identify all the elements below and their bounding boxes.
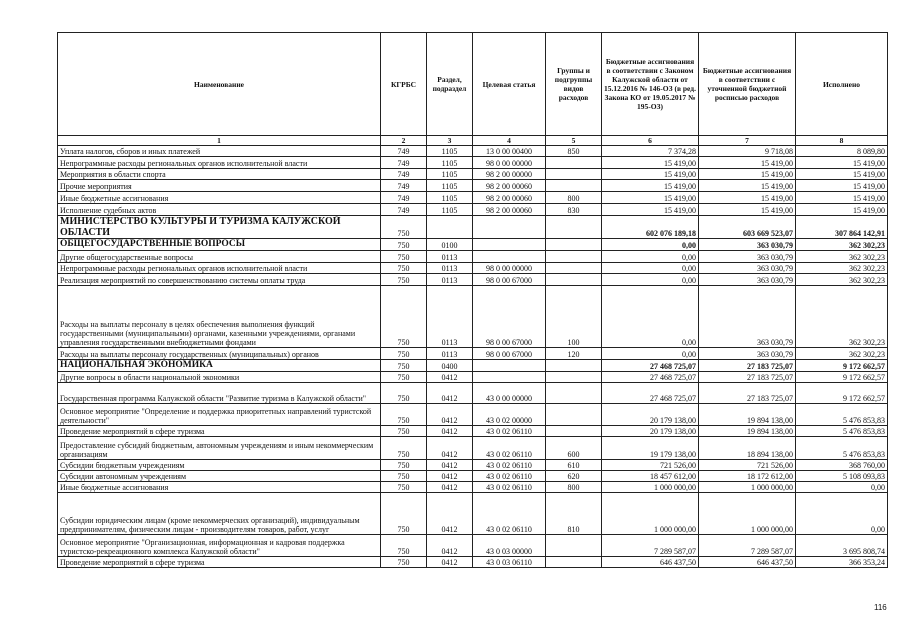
row-expense-group: 800	[546, 192, 602, 204]
row-executed: 9 172 662,57	[796, 372, 888, 383]
row-executed: 9 172 662,57	[796, 360, 888, 372]
row-name: Уплата налогов, сборов и иных платежей	[58, 146, 381, 157]
row-law-allocation: 721 526,00	[602, 460, 699, 471]
table-row	[58, 348, 888, 360]
row-target-article: 98 0 00 00000	[473, 263, 546, 274]
row-executed: 15 419,00	[796, 157, 888, 169]
row-budget-list-allocation: 603 669 523,07	[699, 216, 796, 239]
row-law-allocation: 20 179 138,00	[602, 404, 699, 426]
row-kgrbs: 750	[381, 251, 427, 263]
row-expense-group	[546, 274, 602, 286]
row-kgrbs: 750	[381, 493, 427, 535]
row-budget-list-allocation: 363 030,79	[699, 348, 796, 360]
row-law-allocation: 15 419,00	[602, 180, 699, 192]
row-name: Основное мероприятие "Организационная, информационная и кадровая поддержка туристско-рекреационного комплекса Калужской области"	[58, 535, 381, 557]
row-law-allocation: 27 468 725,07	[602, 383, 699, 404]
row-executed: 362 302,23	[796, 239, 888, 251]
row-kgrbs: 749	[381, 180, 427, 192]
row-budget-list-allocation: 15 419,00	[699, 204, 796, 216]
header-budget-list-allocations: Бюджетные ассигнования в соответствии с уточненной бюджетной росписью расходов	[699, 33, 796, 136]
table-row	[58, 263, 888, 274]
row-law-allocation: 1 000 000,00	[602, 493, 699, 535]
table-row	[58, 274, 888, 286]
row-budget-list-allocation: 721 526,00	[699, 460, 796, 471]
row-law-allocation: 0,00	[602, 348, 699, 360]
row-name: Субсидии автономным учреждениям	[58, 471, 381, 482]
header-expense-group: Группы и подгруппы видов расходов	[546, 33, 602, 136]
row-law-allocation: 15 419,00	[602, 169, 699, 180]
row-section: 0412	[427, 372, 473, 383]
row-expense-group: 120	[546, 348, 602, 360]
budget-table	[57, 32, 888, 568]
row-expense-group: 610	[546, 460, 602, 471]
row-target-article: 43 0 02 06110	[473, 426, 546, 437]
row-executed: 5 476 853,83	[796, 437, 888, 460]
row-expense-group	[546, 216, 602, 239]
table-row	[58, 192, 888, 204]
row-budget-list-allocation: 1 000 000,00	[699, 493, 796, 535]
row-executed: 368 760,00	[796, 460, 888, 471]
row-law-allocation: 18 457 612,00	[602, 471, 699, 482]
row-law-allocation: 0,00	[602, 274, 699, 286]
row-section: 0412	[427, 404, 473, 426]
row-name: Государственная программа Калужской области "Развитие туризма в Калужской области"	[58, 383, 381, 404]
row-kgrbs: 750	[381, 404, 427, 426]
row-kgrbs: 749	[381, 169, 427, 180]
table-row	[58, 204, 888, 216]
row-name: Предоставление субсидий бюджетным, автономным учреждениям и иным некоммерческим организациям	[58, 437, 381, 460]
row-name: Другие общегосударственные вопросы	[58, 251, 381, 263]
row-name: Прочие мероприятия	[58, 180, 381, 192]
row-executed: 15 419,00	[796, 192, 888, 204]
row-executed: 362 302,23	[796, 263, 888, 274]
row-executed: 5 108 093,83	[796, 471, 888, 482]
row-target-article: 98 2 00 00060	[473, 180, 546, 192]
row-name: Непрограммные расходы региональных органов исполнительной власти	[58, 263, 381, 274]
row-target-article: 98 0 00 67000	[473, 286, 546, 348]
row-executed: 9 172 662,57	[796, 383, 888, 404]
row-law-allocation: 646 437,50	[602, 557, 699, 568]
column-number: 4	[473, 136, 546, 146]
row-law-allocation: 7 289 587,07	[602, 535, 699, 557]
row-kgrbs: 750	[381, 460, 427, 471]
row-expense-group: 620	[546, 471, 602, 482]
row-kgrbs: 750	[381, 437, 427, 460]
row-expense-group	[546, 383, 602, 404]
row-expense-group	[546, 169, 602, 180]
row-kgrbs: 750	[381, 383, 427, 404]
table-row	[58, 251, 888, 263]
header-section: Раздел, подраздел	[427, 33, 473, 136]
row-law-allocation: 0,00	[602, 239, 699, 251]
row-name: Субсидии бюджетным учреждениям	[58, 460, 381, 471]
column-number: 6	[602, 136, 699, 146]
row-target-article: 43 0 02 06110	[473, 437, 546, 460]
row-section: 1105	[427, 180, 473, 192]
row-budget-list-allocation: 19 894 138,00	[699, 426, 796, 437]
row-section: 1105	[427, 169, 473, 180]
row-name: Мероприятия в области спорта	[58, 169, 381, 180]
row-target-article: 98 2 00 00060	[473, 204, 546, 216]
column-number: 1	[58, 136, 381, 146]
row-expense-group: 800	[546, 482, 602, 493]
row-name: Другие вопросы в области национальной экономики	[58, 372, 381, 383]
column-number: 3	[427, 136, 473, 146]
column-number: 8	[796, 136, 888, 146]
row-target-article: 13 0 00 00400	[473, 146, 546, 157]
row-kgrbs: 750	[381, 274, 427, 286]
row-law-allocation: 20 179 138,00	[602, 426, 699, 437]
row-kgrbs: 750	[381, 216, 427, 239]
table-row	[58, 437, 888, 460]
row-target-article: 98 2 00 00060	[473, 192, 546, 204]
row-budget-list-allocation: 27 183 725,07	[699, 360, 796, 372]
row-executed: 3 695 808,74	[796, 535, 888, 557]
row-executed: 307 864 142,91	[796, 216, 888, 239]
row-expense-group: 810	[546, 493, 602, 535]
row-kgrbs: 750	[381, 482, 427, 493]
table-row	[58, 239, 888, 251]
row-executed: 5 476 853,83	[796, 426, 888, 437]
row-section: 0412	[427, 482, 473, 493]
table-row	[58, 493, 888, 535]
row-name: Расходы на выплаты персоналу в целях обеспечения выполнения функций государственными (муниципальными) органами, казенными учреждениями, органами управления государственными внебюджетными фондами	[58, 286, 381, 348]
row-law-allocation: 602 076 189,18	[602, 216, 699, 239]
row-expense-group	[546, 360, 602, 372]
page-number: 116	[874, 603, 887, 612]
row-executed: 8 089,80	[796, 146, 888, 157]
row-kgrbs: 750	[381, 286, 427, 348]
row-budget-list-allocation: 363 030,79	[699, 274, 796, 286]
row-target-article: 98 0 00 00000	[473, 157, 546, 169]
table-row	[58, 535, 888, 557]
row-section: 0412	[427, 557, 473, 568]
row-expense-group	[546, 251, 602, 263]
row-expense-group: 850	[546, 146, 602, 157]
header-executed: Исполнено	[796, 33, 888, 136]
row-expense-group: 100	[546, 286, 602, 348]
row-law-allocation: 1 000 000,00	[602, 482, 699, 493]
row-executed: 362 302,23	[796, 348, 888, 360]
row-budget-list-allocation: 27 183 725,07	[699, 383, 796, 404]
row-section: 0113	[427, 263, 473, 274]
row-section: 0412	[427, 383, 473, 404]
row-section: 0412	[427, 493, 473, 535]
row-target-article: 43 0 02 00000	[473, 404, 546, 426]
row-executed: 362 302,23	[796, 251, 888, 263]
row-law-allocation: 27 468 725,07	[602, 372, 699, 383]
row-budget-list-allocation: 15 419,00	[699, 169, 796, 180]
table-row	[58, 383, 888, 404]
row-section: 1105	[427, 157, 473, 169]
column-number-row	[58, 136, 888, 146]
table-row	[58, 372, 888, 383]
table-row	[58, 426, 888, 437]
row-target-article: 43 0 02 06110	[473, 471, 546, 482]
row-section: 0113	[427, 251, 473, 263]
row-target-article	[473, 372, 546, 383]
table-row	[58, 169, 888, 180]
row-expense-group	[546, 157, 602, 169]
row-expense-group	[546, 263, 602, 274]
row-section: 0113	[427, 286, 473, 348]
row-expense-group: 830	[546, 204, 602, 216]
row-budget-list-allocation: 363 030,79	[699, 286, 796, 348]
column-number: 7	[699, 136, 796, 146]
table-row	[58, 557, 888, 568]
row-name: Проведение мероприятий в сфере туризма	[58, 426, 381, 437]
row-target-article: 43 0 03 06110	[473, 557, 546, 568]
row-kgrbs: 750	[381, 372, 427, 383]
row-executed: 15 419,00	[796, 204, 888, 216]
table-row	[58, 460, 888, 471]
row-budget-list-allocation: 27 183 725,07	[699, 372, 796, 383]
row-target-article	[473, 239, 546, 251]
row-law-allocation: 0,00	[602, 251, 699, 263]
table-row	[58, 482, 888, 493]
row-name: ОБЩЕГОСУДАРСТВЕННЫЕ ВОПРОСЫ	[58, 239, 381, 251]
row-executed: 15 419,00	[796, 169, 888, 180]
row-target-article: 43 0 00 00000	[473, 383, 546, 404]
row-name: Иные бюджетные ассигнования	[58, 192, 381, 204]
row-target-article	[473, 360, 546, 372]
row-section: 0412	[427, 460, 473, 471]
row-target-article: 98 0 00 67000	[473, 348, 546, 360]
row-section: 0412	[427, 471, 473, 482]
row-name: Непрограммные расходы региональных органов исполнительной власти	[58, 157, 381, 169]
row-executed: 5 476 853,83	[796, 404, 888, 426]
row-name: Расходы на выплаты персоналу государственных (муниципальных) органов	[58, 348, 381, 360]
row-expense-group	[546, 180, 602, 192]
row-expense-group	[546, 404, 602, 426]
row-kgrbs: 750	[381, 426, 427, 437]
row-executed: 15 419,00	[796, 180, 888, 192]
row-target-article: 43 0 02 06110	[473, 460, 546, 471]
row-target-article	[473, 251, 546, 263]
row-budget-list-allocation: 19 894 138,00	[699, 404, 796, 426]
row-expense-group	[546, 535, 602, 557]
row-kgrbs: 750	[381, 263, 427, 274]
header-row	[58, 33, 888, 136]
row-expense-group	[546, 239, 602, 251]
row-budget-list-allocation: 18 894 138,00	[699, 437, 796, 460]
row-law-allocation: 0,00	[602, 286, 699, 348]
row-executed: 366 353,24	[796, 557, 888, 568]
row-name: Иные бюджетные ассигнования	[58, 482, 381, 493]
row-name: Субсидии юридическим лицам (кроме некоммерческих организаций), индивидуальным предпринимателям, физическим лицам - производителям товаров, работ, услуг	[58, 493, 381, 535]
row-budget-list-allocation: 18 172 612,00	[699, 471, 796, 482]
row-kgrbs: 750	[381, 348, 427, 360]
row-budget-list-allocation: 9 718,08	[699, 146, 796, 157]
header-kgrbs: КГРБС	[381, 33, 427, 136]
row-target-article: 98 0 00 67000	[473, 274, 546, 286]
row-kgrbs: 750	[381, 535, 427, 557]
row-budget-list-allocation: 7 289 587,07	[699, 535, 796, 557]
row-target-article	[473, 216, 546, 239]
row-kgrbs: 750	[381, 239, 427, 251]
row-budget-list-allocation: 15 419,00	[699, 157, 796, 169]
column-number: 5	[546, 136, 602, 146]
row-target-article: 43 0 02 06110	[473, 493, 546, 535]
row-kgrbs: 750	[381, 360, 427, 372]
row-section: 0113	[427, 348, 473, 360]
header-law-allocations: Бюджетные ассигнования в соответствии с Законом Калужской области от 15.12.2016 № 146-ОЗ (в ред. Закона КО от 19.05.2017 № 195-ОЗ)	[602, 33, 699, 136]
row-expense-group: 600	[546, 437, 602, 460]
table-row	[58, 157, 888, 169]
row-section: 0100	[427, 239, 473, 251]
row-law-allocation: 7 374,28	[602, 146, 699, 157]
table-row	[58, 471, 888, 482]
row-section: 1105	[427, 146, 473, 157]
row-expense-group	[546, 372, 602, 383]
row-budget-list-allocation: 363 030,79	[699, 251, 796, 263]
row-name: НАЦИОНАЛЬНАЯ ЭКОНОМИКА	[58, 360, 381, 372]
row-target-article: 43 0 02 06110	[473, 482, 546, 493]
row-section: 0400	[427, 360, 473, 372]
row-kgrbs: 749	[381, 192, 427, 204]
table-row	[58, 286, 888, 348]
row-budget-list-allocation: 363 030,79	[699, 263, 796, 274]
row-budget-list-allocation: 15 419,00	[699, 192, 796, 204]
table-row	[58, 180, 888, 192]
row-executed: 362 302,23	[796, 286, 888, 348]
row-name: Реализация мероприятий по совершенствованию системы оплаты труда	[58, 274, 381, 286]
row-law-allocation: 27 468 725,07	[602, 360, 699, 372]
table-row	[58, 404, 888, 426]
row-section: 0412	[427, 426, 473, 437]
row-budget-list-allocation: 1 000 000,00	[699, 482, 796, 493]
row-kgrbs: 750	[381, 557, 427, 568]
row-kgrbs: 750	[381, 471, 427, 482]
table-row	[58, 216, 888, 239]
row-target-article: 43 0 03 00000	[473, 535, 546, 557]
row-budget-list-allocation: 363 030,79	[699, 239, 796, 251]
row-law-allocation: 0,00	[602, 263, 699, 274]
row-law-allocation: 15 419,00	[602, 204, 699, 216]
row-target-article: 98 2 00 00000	[473, 169, 546, 180]
row-expense-group	[546, 557, 602, 568]
row-executed: 0,00	[796, 493, 888, 535]
row-section: 0113	[427, 274, 473, 286]
row-section: 0412	[427, 535, 473, 557]
row-expense-group	[546, 426, 602, 437]
row-section: 0412	[427, 437, 473, 460]
row-section: 1105	[427, 192, 473, 204]
header-target-article: Целевая статья	[473, 33, 546, 136]
row-budget-list-allocation: 15 419,00	[699, 180, 796, 192]
row-name: Основное мероприятие "Определение и поддержка приоритетных направлений туристской деятельности"	[58, 404, 381, 426]
row-section: 1105	[427, 204, 473, 216]
row-name: МИНИСТЕРСТВО КУЛЬТУРЫ И ТУРИЗМА КАЛУЖСКОЙ ОБЛАСТИ	[58, 216, 381, 239]
row-kgrbs: 749	[381, 157, 427, 169]
row-law-allocation: 15 419,00	[602, 192, 699, 204]
row-section	[427, 216, 473, 239]
row-law-allocation: 15 419,00	[602, 157, 699, 169]
row-budget-list-allocation: 646 437,50	[699, 557, 796, 568]
table-row	[58, 360, 888, 372]
row-executed: 362 302,23	[796, 274, 888, 286]
row-kgrbs: 749	[381, 146, 427, 157]
row-law-allocation: 19 179 138,00	[602, 437, 699, 460]
table-row	[58, 146, 888, 157]
row-executed: 0,00	[796, 482, 888, 493]
column-number: 2	[381, 136, 427, 146]
row-name: Исполнение судебных актов	[58, 204, 381, 216]
header-name: Наименование	[58, 33, 381, 136]
row-kgrbs: 749	[381, 204, 427, 216]
row-name: Проведение мероприятий в сфере туризма	[58, 557, 381, 568]
